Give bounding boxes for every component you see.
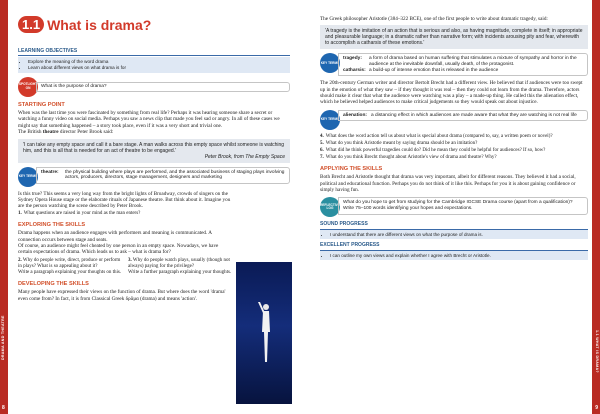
spotlight-row [18,77,290,97]
key-terms-box [338,53,588,76]
title-bar [18,16,151,33]
question-7: 7. What do you think Brecht thought about Aristotle's view of drama and theatre? Why? [320,154,497,160]
spotlight-badge: SPOTLIGHT ON [18,77,38,97]
question-3: 3. Why do people watch plays, usually (though not always) paying for the privilege? Write a further paragraph explaining your thoughts. [128,257,232,275]
key-terms-box [338,110,588,122]
definition-tragedy: a form of drama based on human suffering that stimulates a mixture of sympathy and horror in the audience at the inevitable downfall, usually death, of the protagonist. [369,56,577,67]
starting-point-para1: When was the last time you were fascinated by something from real life? Perhaps it was hearing someone share a secret or watching a funny video on social media. Perhaps you saw a news clip that made you feel sad or angry. In all of these cases we might say that something happened – a story took place, even if it was a very short and trivial one. [18,110,280,129]
exploring-para2: Of course, an audience might feel cheated by one person in an empty space. Nowadays, we have certain expectations of drama. Which leads us to ask – what is drama for? [18,243,219,256]
aristotle-quote: 'A tragedy is the imitation of an action that is serious and also, as having magnitude, complete in itself; in appropriate and pleasurable language; in a dramatic rather than narrative form; with incidents arousing pity and fear, wherewith to accomplish a catharsis of these emotions.' [325,28,583,47]
question-5: 5. What do you think Aristotle meant by saying drama should be an imitation? [320,140,478,146]
key-terms-badge: KEY TERMS [18,167,38,187]
right-column [320,16,588,260]
key-terms-tragedy [320,53,588,76]
performer-figure [258,302,274,372]
section-number: 1.1 [18,16,44,33]
objective-item: • Explore the meaning of the word drama [28,59,286,65]
reflective-log-box [338,197,588,214]
starting-point-heading: STARTING POINT [18,101,65,108]
developing-para: Many people have expressed their views on the function of drama. But where does the word 'drama' even come from? In fact, it is from Classical Greek δρᾶμα (drama) and means 'action'. [18,289,226,302]
excellent-progress-item: • I can outline my own views and explain whether I agree with Brecht or Aristotle. [330,253,584,259]
key-terms-badge: KEY TERMS [320,53,340,73]
left-page-number: 8 [2,405,5,411]
left-running-head: DRAMA AND THEATRE [1,315,6,360]
learning-objectives-heading: LEARNING OBJECTIVES [18,48,290,56]
applying-heading: APPLYING THE SKILLS [320,165,383,172]
aristotle-intro: The Greek philosopher Aristotle (384–322 BCE), one of the first people to write about dramatic tragedy, said: [320,16,548,22]
key-terms-badge: KEY TERMS [320,110,340,130]
right-page [300,0,600,414]
learning-objectives-box [18,57,290,72]
excellent-progress-heading: EXCELLENT PROGRESS [320,242,588,250]
definition-theatre: the physical building where plays are performed, and the associated business of staging plays involving actors, producers, directors, stage management, designers and marketing [65,169,285,181]
aristotle-quote-box [320,25,588,49]
term-tragedy: tragedy: [343,56,362,62]
term-alienation: alienation: [343,112,367,118]
exploring-heading: EXPLORING THE SKILLS [18,221,86,228]
questions-2-3 [18,258,232,276]
exploring-para1: Drama happens when an audience engages with performers and meaning is communicated. A connection occurs between stage and seats. [18,230,212,243]
brecht-para: The 20th-century German writer and director Bertolt Brecht had a different view. He believed that if audiences were too swept up in the emotion of what they saw – if they thought it was real – then they could not learn from the drama. Therefore, actors should make it clear that what the audience were watching was a play – a made-up thing. He called this the alienation effect, which he believed helped audiences to make critical judgements so they would speak out about injustice. [320,80,583,106]
brook-quote: 'I can take any empty space and call it a bare stage. A man walks across this empty space whilst someone is watching him, and this is all that is needed for an act of theatre to be engaged.' [23,141,285,154]
question-6: 6. What did he think powerful tragedies could do? Did he mean they could be helpful for audiences? If so, how? [320,147,546,153]
reflective-log-badge: REFLECTIVE LOG [320,197,340,217]
spotlight-text: What is the purpose of drama? [36,82,290,92]
term-catharsis: catharsis: [343,67,366,73]
term-theatre: theatre: [41,169,59,175]
objective-item: • Learn about different views on what drama is for [28,65,286,71]
starting-point-para2: The British theatre director Peter Brook said: [18,129,114,136]
key-terms-alienation [320,110,588,130]
brook-quote-box [18,139,290,163]
question-4: 4. What does the word action tell us about what is special about drama (compared to, say, a written poem or novel)? [320,133,553,139]
question-2: 2. Why do people write, direct, produce or perform in plays? What is so appealing about it? Write a paragraph explaining your thoughts on this. [18,257,122,275]
right-running-head: 1.1 WHAT IS DRAMA? [594,330,599,373]
brook-attribution: Peter Brook, from The Empty Space [204,153,285,160]
question-list-1 [18,211,232,217]
question-list-2 [320,134,588,161]
sound-progress-item: • I understand that there are different views on what the purpose of drama is. [330,232,584,238]
definition-alienation: a distancing effect in which audiences are made aware that what they are watching is not real life [371,112,577,118]
para3: Is this true? This seems a very long way from the bright lights of Broadway, crowds of singers on the Sydney Opera House stage or the elaborate rituals of Japanese theatre. But think about it. Imagine you are the person watching the scene described by Peter Brook. [18,190,231,210]
excellent-progress-box [320,251,588,261]
developing-heading: DEVELOPING THE SKILLS [18,280,89,287]
question-1: 1. What questions are raised in your mind as the man enters? [18,210,141,216]
right-page-number: 9 [595,405,598,411]
sound-progress-box [320,230,588,240]
reflective-followup: Write 75–100 words identifying your hopes and expectations. [343,206,473,212]
page-title: What is drama? [47,16,152,33]
definition-catharsis: a build-up of intense emotion that is released in the audience [369,67,499,73]
sound-progress-heading: SOUND PROGRESS [320,221,588,229]
key-terms-theatre [18,167,290,187]
stage-performer-photo [236,262,292,404]
applying-para: Both Brecht and Aristotle thought that drama was very important, albeit for different reasons. They believed it had a social, political and educational function. Perhaps you do not think of it like this. Perhaps for you it is about gaining confidence or simply having fun. [320,174,576,194]
reflective-question: What do you hope to get from studying for the Cambridge IGCSE Drama course (apart from a qualification)? [343,200,573,206]
key-terms-box [36,167,290,184]
reflective-log [320,197,588,217]
